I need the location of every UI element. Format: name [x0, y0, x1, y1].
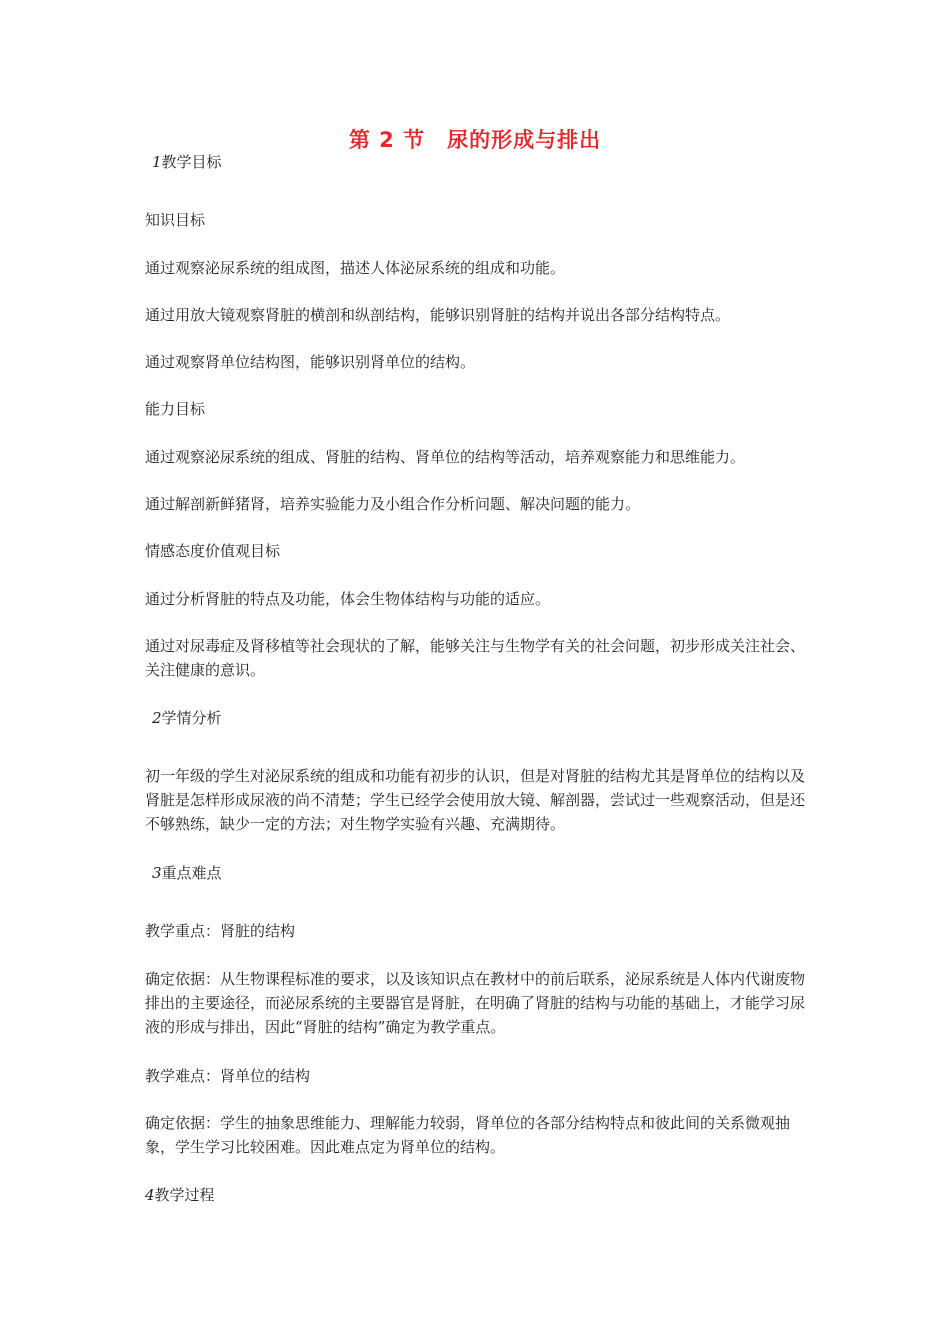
paragraph: 确定依据：从生物课程标准的要求，以及该知识点在教材中的前后联系，泌尿系统是人体内代谢废物排出的主要途径，而泌尿系统的主要器官是肾脏，在明确了肾脏的结构与功能的基础上，才能学习尿液的形成与排出，因此“肾脏的结构”确定为教学重点。 [145, 970, 806, 1036]
section-label: 教学过程 [154, 1186, 215, 1204]
paragraph: 通过对尿毒症及肾移植等社会现状的了解，能够关注与生物学有关的社会问题，初步形成关注社会、关注健康的意识。 [145, 637, 806, 679]
paragraph: 初一年级的学生对泌尿系统的组成和功能有初步的认识，但是对肾脏的结构尤其是肾单位的结构以及肾脏是怎样形成尿液的尚不清楚；学生已经学会使用放大镜、解剖器，尝试过一些观察活动，但是还不够熟练，缺少一定的方法；对生物学实验有兴趣、充满期待。 [145, 767, 806, 833]
knowledge-heading: 知识目标 [145, 211, 206, 229]
section-heading-2 [152, 706, 222, 730]
key-point: 教学重点：肾脏的结构 [145, 922, 296, 940]
paragraph: 通过观察肾单位结构图，能够识别肾单位的结构。 [145, 353, 476, 371]
section-number: 1 [152, 153, 162, 171]
section-heading-1 [152, 150, 222, 174]
title-text: 尿的形成与排出 [447, 128, 602, 152]
title-section-number: 第 2 节 [348, 128, 426, 152]
section-label: 学情分析 [161, 709, 222, 727]
difficult-point: 教学难点：肾单位的结构 [145, 1067, 311, 1085]
section-number: 4 [145, 1186, 155, 1204]
section-heading-4 [145, 1183, 215, 1207]
ability-heading: 能力目标 [145, 400, 206, 418]
paragraph: 通过用放大镜观察肾脏的横剖和纵剖结构，能够识别肾脏的结构并说出各部分结构特点。 [145, 306, 731, 324]
paragraph: 通过解剖新鲜猪肾，培养实验能力及小组合作分析问题、解决问题的能力。 [145, 495, 641, 513]
section-label: 教学目标 [161, 153, 222, 171]
paragraph: 确定依据：学生的抽象思维能力、理解能力较弱，肾单位的各部分结构特点和彼此间的关系微观抽象，学生学习比较困难。因此难点定为肾单位的结构。 [145, 1114, 791, 1156]
paragraph: 通过观察泌尿系统的组成图，描述人体泌尿系统的组成和功能。 [145, 259, 566, 277]
paragraph: 通过观察泌尿系统的组成、肾脏的结构、肾单位的结构等活动，培养观察能力和思维能力。 [145, 448, 746, 466]
emotion-heading: 情感态度价值观目标 [145, 542, 281, 560]
section-label: 重点难点 [161, 864, 222, 882]
section-number: 2 [152, 709, 162, 727]
section-number: 3 [152, 864, 162, 882]
section-heading-3 [152, 861, 222, 885]
paragraph: 通过分析肾脏的特点及功能，体会生物体结构与功能的适应。 [145, 590, 551, 608]
page-title [0, 124, 950, 154]
